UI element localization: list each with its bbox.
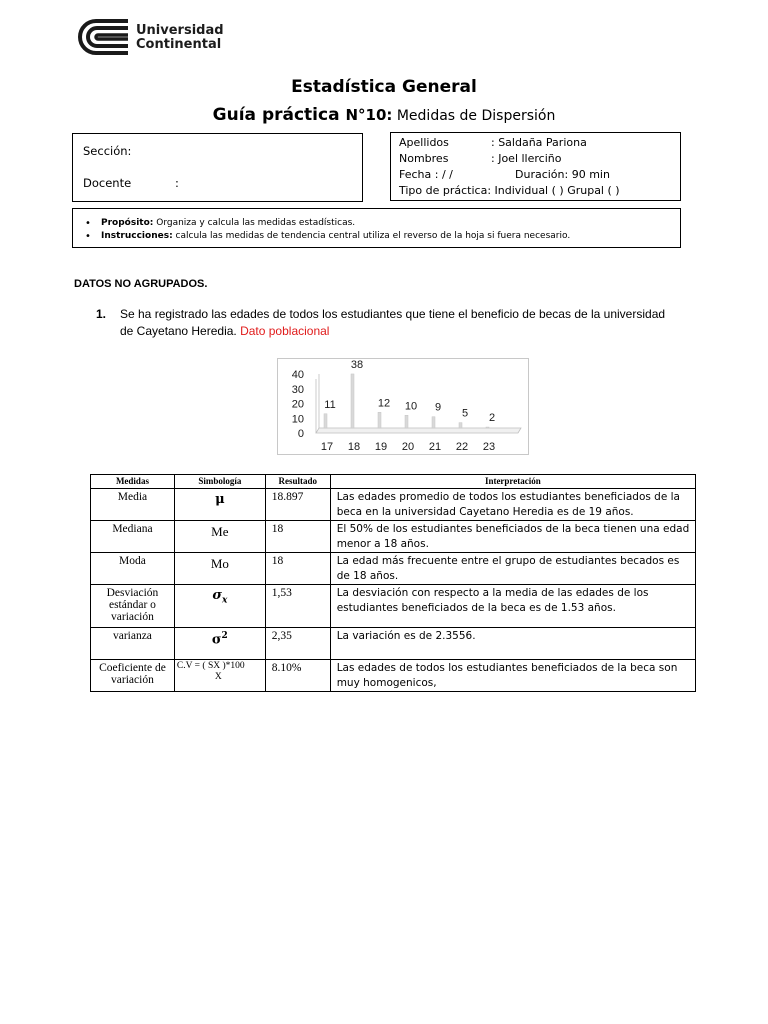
sigma-symbol: σ: [212, 588, 222, 603]
interpretacion-cell: La desviación con respecto a la media de las edades de los estudiantes beneficiados de la beca es de 1.53 años.: [330, 585, 695, 628]
table-row: [91, 521, 696, 553]
interpretacion-cell: La variación es de 2.3556.: [330, 628, 695, 660]
item-statement: Se ha registrado las edades de todos los estudiantes que tiene el beneficio de becas de la universidad de Cayetano Heredia.: [120, 307, 666, 338]
docente-label: Docente: [83, 176, 132, 190]
sigma-subscript: x: [221, 595, 228, 606]
chart-bar: [405, 415, 408, 428]
nombres-label: Nombres: [399, 152, 449, 165]
university-logo: [76, 18, 226, 58]
medida-cell: Media: [91, 489, 175, 521]
header-medidas: Medidas: [91, 475, 175, 489]
sigma-symbol: σ: [211, 632, 222, 648]
chart-bar: [324, 414, 327, 428]
interpretacion-cell: La edad más frecuente entre el grupo de estudiantes becados es de 18 años.: [330, 553, 695, 585]
data-label: 5: [461, 407, 469, 420]
medida-cell: Coeficiente de variación: [91, 660, 175, 692]
simbolo-cell: Mo: [174, 553, 265, 585]
docente-colon: :: [175, 176, 179, 190]
guide-subtitle: [0, 105, 768, 125]
header-interpretacion: Interpretación: [330, 475, 695, 489]
data-label: 38: [350, 359, 364, 371]
purpose-box: [72, 208, 681, 248]
sigma-superscript: 2: [221, 631, 228, 641]
nombres-value: : Joel llerciño: [491, 152, 562, 165]
data-label: 9: [434, 401, 442, 414]
guide-number: N°10:: [345, 106, 393, 124]
table-row: [91, 489, 696, 521]
table-row: [91, 660, 696, 692]
sigma-x-symbol-cell: [174, 585, 265, 628]
proposito-label: Propósito:: [101, 218, 154, 228]
resultado-cell: 18.897: [265, 489, 330, 521]
guide-topic: Medidas de Dispersión: [392, 108, 556, 124]
interpretacion-cell: El 50% de los estudiantes beneficiados de la beca tienen una edad menor a 18 años.: [330, 521, 695, 553]
resultado-cell: 18: [265, 553, 330, 585]
chart-bar: [351, 374, 354, 428]
data-label: 12: [377, 397, 391, 410]
medida-cell: varianza: [91, 628, 175, 660]
table-row: [91, 628, 696, 660]
proposito-text: Organiza y calcula las medidas estadísticas.: [153, 218, 356, 228]
instructions-item: [83, 230, 680, 243]
mu-symbol-cell: μ: [174, 489, 265, 521]
x-tick-label: 21: [428, 441, 442, 453]
instrucciones-text: calcula las medidas de tendencia central utiliza el reverso de la hoja si fuera necesario.: [172, 231, 571, 241]
y-tick-label: 30: [291, 383, 304, 396]
fecha-label: Fecha : / /: [399, 168, 453, 181]
interpretacion-cell: Las edades promedio de todos los estudiantes beneficiados de la beca en la universidad Cayetano Heredia es de 19 años.: [330, 489, 695, 521]
y-tick-label: 40: [291, 369, 304, 381]
logo-mark-icon: [76, 18, 130, 56]
data-label: 2: [488, 412, 496, 425]
y-tick-label: 20: [291, 398, 304, 411]
instrucciones-label: Instrucciones:: [101, 231, 173, 241]
resultado-cell: 2,35: [265, 628, 330, 660]
table-row: [91, 585, 696, 628]
chart-svg: [278, 359, 530, 456]
y-tick-label: 0: [297, 428, 304, 440]
x-tick-label: 20: [401, 441, 415, 453]
x-tick-label: 17: [320, 441, 334, 453]
header-simbologia: Simbología: [174, 475, 265, 489]
x-tick-label: 18: [347, 441, 361, 453]
chart-bar: [486, 427, 489, 428]
statistics-table: [90, 474, 696, 692]
sigma-squared-symbol-cell: [174, 628, 265, 660]
guide-prefix: Guía práctica: [212, 105, 346, 125]
item-highlight: Dato poblacional: [240, 324, 330, 338]
medida-cell: Desviación estándar o variación: [91, 585, 175, 628]
resultado-cell: 1,53: [265, 585, 330, 628]
medida-cell: Mediana: [91, 521, 175, 553]
item-number: 1.: [96, 307, 107, 321]
apellidos-value: : Saldaña Pariona: [491, 136, 587, 149]
data-label: 11: [324, 398, 336, 411]
simbolo-cell: Me: [174, 521, 265, 553]
item-text: [120, 306, 680, 340]
data-label: 10: [404, 400, 418, 413]
section-info-box: [72, 133, 363, 202]
chart-floor: [316, 428, 521, 433]
logo-line-1: Universidad: [136, 23, 224, 38]
y-tick-label: 10: [291, 413, 304, 426]
tipo-practica: Tipo de práctica: Individual ( ) Grupal ( ): [399, 184, 620, 197]
resultado-cell: 8.10%: [265, 660, 330, 692]
section-heading: DATOS NO AGRUPADOS.: [74, 278, 208, 290]
medida-cell: Moda: [91, 553, 175, 585]
document-title: Estadística General: [291, 77, 477, 97]
seccion-label: Sección:: [83, 144, 132, 158]
interpretacion-cell: Las edades de todos los estudiantes beneficiados de la beca son muy homogenicos,: [330, 660, 695, 692]
apellidos-label: Apellidos: [399, 136, 449, 149]
chart-bar: [459, 423, 462, 428]
table-header-row: [91, 475, 696, 489]
purpose-item: [83, 217, 680, 230]
logo-text: [136, 24, 224, 52]
duracion-value: Duración: 90 min: [515, 168, 610, 181]
age-bar-chart: [277, 358, 529, 455]
cv-formula-top: C.V = ( SX )*100: [176, 661, 245, 671]
table-row: [91, 553, 696, 585]
header-resultado: Resultado: [265, 475, 330, 489]
chart-bar: [432, 417, 435, 428]
student-info-box: [390, 132, 681, 201]
x-tick-label: 23: [482, 441, 496, 453]
cv-formula-bottom: X: [214, 672, 222, 682]
x-tick-label: 22: [455, 441, 469, 453]
resultado-cell: 18: [265, 521, 330, 553]
purpose-list: [83, 217, 680, 243]
chart-bar: [378, 412, 381, 428]
x-tick-label: 19: [374, 441, 388, 453]
cv-formula-cell: [174, 660, 265, 692]
logo-line-2: Continental: [136, 37, 222, 52]
